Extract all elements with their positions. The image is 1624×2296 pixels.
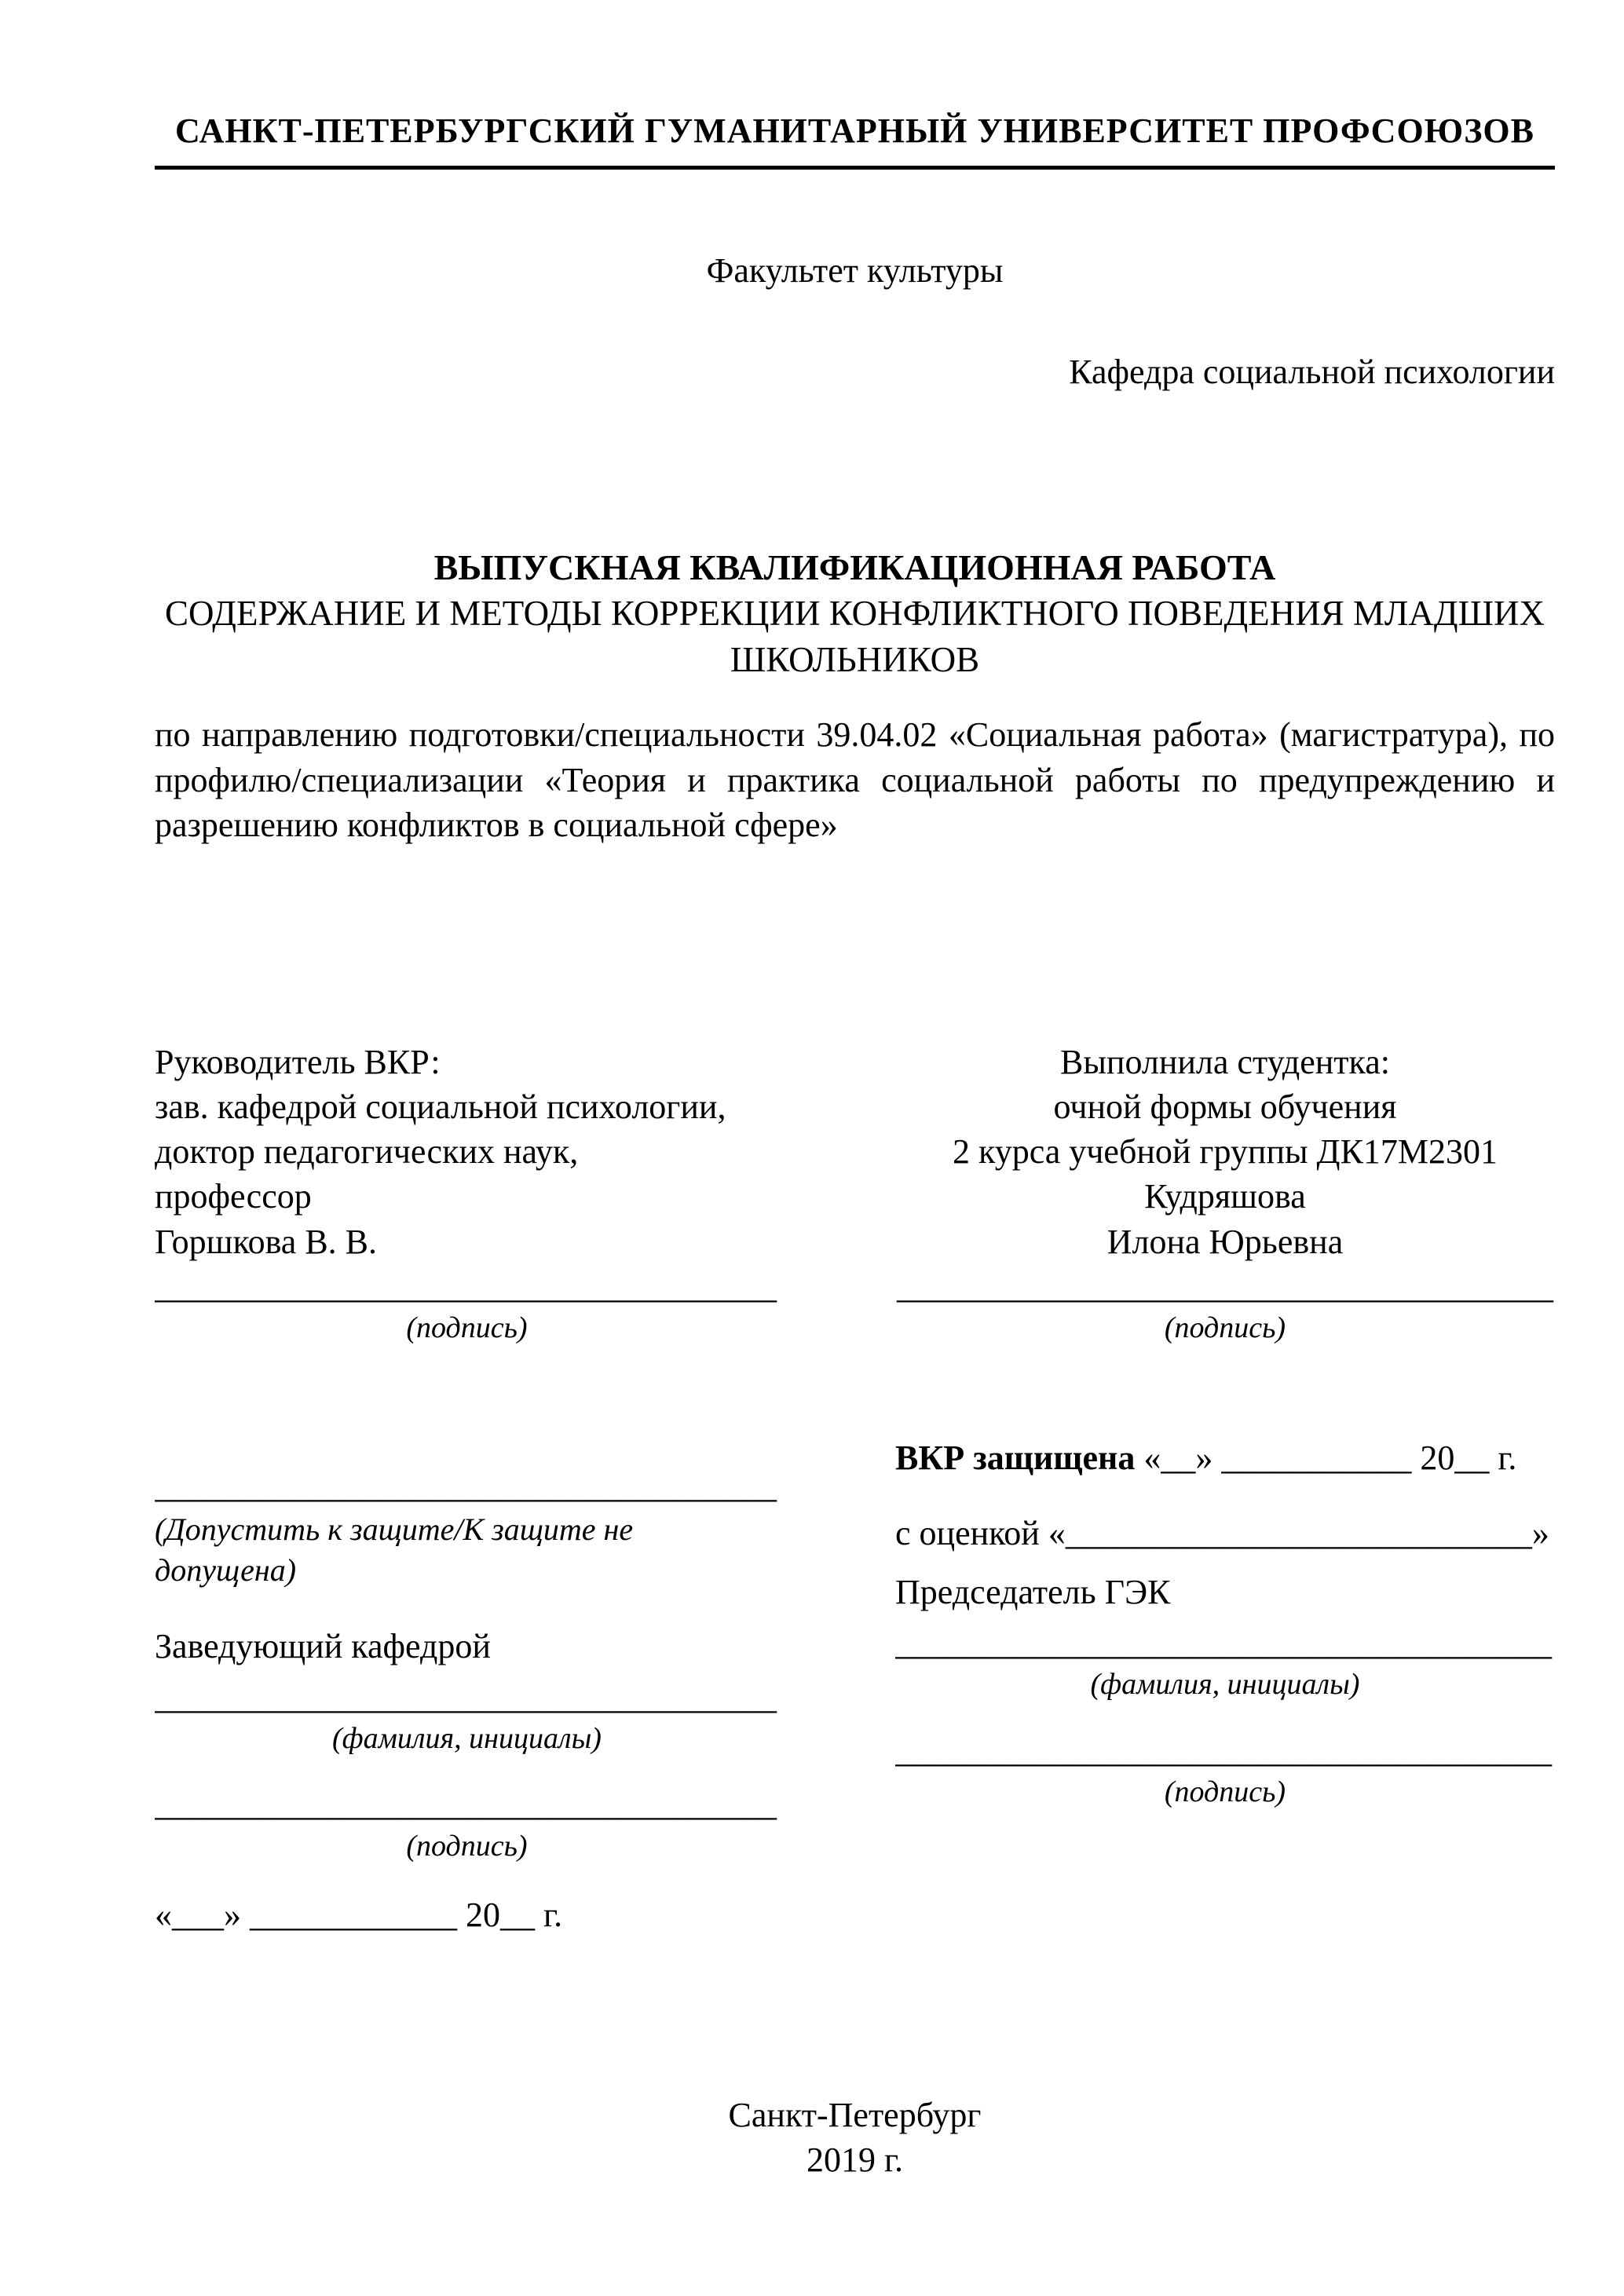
specialty-paragraph: по направлению подготовки/специальности 39.04.02 «Социальная работа» (магистратура), по профилю/специализации «Теория и практика социальной работы по предупреждению и разрешению конфликтов в социальной сфере» [155,715,1555,844]
chairman-signature-caption: (подпись) [1164,1775,1286,1808]
student-signature-caption: (подпись) [1164,1311,1286,1345]
footer-city: Санкт-Петербург [728,2095,982,2134]
defense-date-line [895,1435,1555,1480]
supervisor-position-line3: профессор [155,1177,312,1216]
university-name: САНКТ-ПЕТЕРБУРГСКИЙ ГУМАНИТАРНЫЙ УНИВЕРСИТЕТ ПРОФСОЮЗОВ [174,112,1535,150]
signatories-section [155,1040,1555,1348]
department-name: Кафедра социальной психологии [1069,353,1555,392]
student-label: Выполнила студентка: [1060,1042,1390,1081]
work-title: СОДЕРЖАНИЕ И МЕТОДЫ КОРРЕКЦИИ КОНФЛИКТНОГО ПОВЕДЕНИЯ МЛАДШИХ ШКОЛЬНИКОВ [165,594,1545,679]
admission-decision-caption: (Допустить к защите/К защите не допущена) [155,1511,634,1588]
student-signature-line: ______________________________________ [897,1267,1553,1306]
supervisor-label: Руководитель ВКР: [155,1042,441,1081]
chairman-signature-line: ______________________________________ [895,1731,1552,1770]
work-type-title: ВЫПУСКНАЯ КВАЛИФИКАЦИОННАЯ РАБОТА [433,547,1276,587]
department-head-name-line: ____________________________________ [155,1677,777,1717]
title-block [155,544,1555,683]
admission-block [155,1435,779,1937]
student-line3: Кудряшова [1144,1177,1306,1216]
admission-decision-line: ____________________________________ [155,1467,777,1506]
supervisor-position-line1: зав. кафедрой социальной психологии, [155,1088,726,1127]
supervisor-block [155,1040,779,1348]
chairman-name-line: ______________________________________ [895,1624,1552,1662]
department-head-signature-caption: (подпись) [406,1829,528,1863]
header-rule [155,166,1555,170]
supervisor-position-line2: доктор педагогических наук, [155,1132,579,1172]
defense-block [895,1435,1555,1812]
student-line1: очной формы обучения [1053,1088,1397,1127]
department-head-label: Заведующий кафедрой [155,1626,491,1665]
defense-date-blanks: «__» ___________ 20__ г. [1135,1439,1517,1478]
admission-date-line: «___» ____________ 20__ г. [155,1895,563,1934]
student-line2: 2 курса учебной группы ДК17М2301 [952,1132,1498,1172]
supervisor-signature-line: ____________________________________ [155,1267,777,1306]
student-line4: Илона Юрьевна [1106,1222,1344,1261]
footer-block [155,2093,1555,2182]
department-head-signature-line: ____________________________________ [155,1785,777,1824]
department-head-name-caption: (фамилия, инициалы) [332,1722,602,1755]
chairman-name-caption: (фамилия, инициалы) [1090,1668,1360,1702]
chairman-label: Председатель ГЭК [895,1572,1171,1611]
footer-year: 2019 г. [806,2140,904,2179]
student-block [895,1040,1555,1348]
defense-grade-line: с оценкой «___________________________» [895,1513,1549,1552]
approval-section [155,1435,1555,1937]
faculty-name: Факультет культуры [706,251,1004,291]
supervisor-signature-caption: (подпись) [406,1311,528,1345]
supervisor-name: Горшкова В. В. [155,1222,378,1261]
defense-label-bold: ВКР защищена [895,1439,1136,1478]
